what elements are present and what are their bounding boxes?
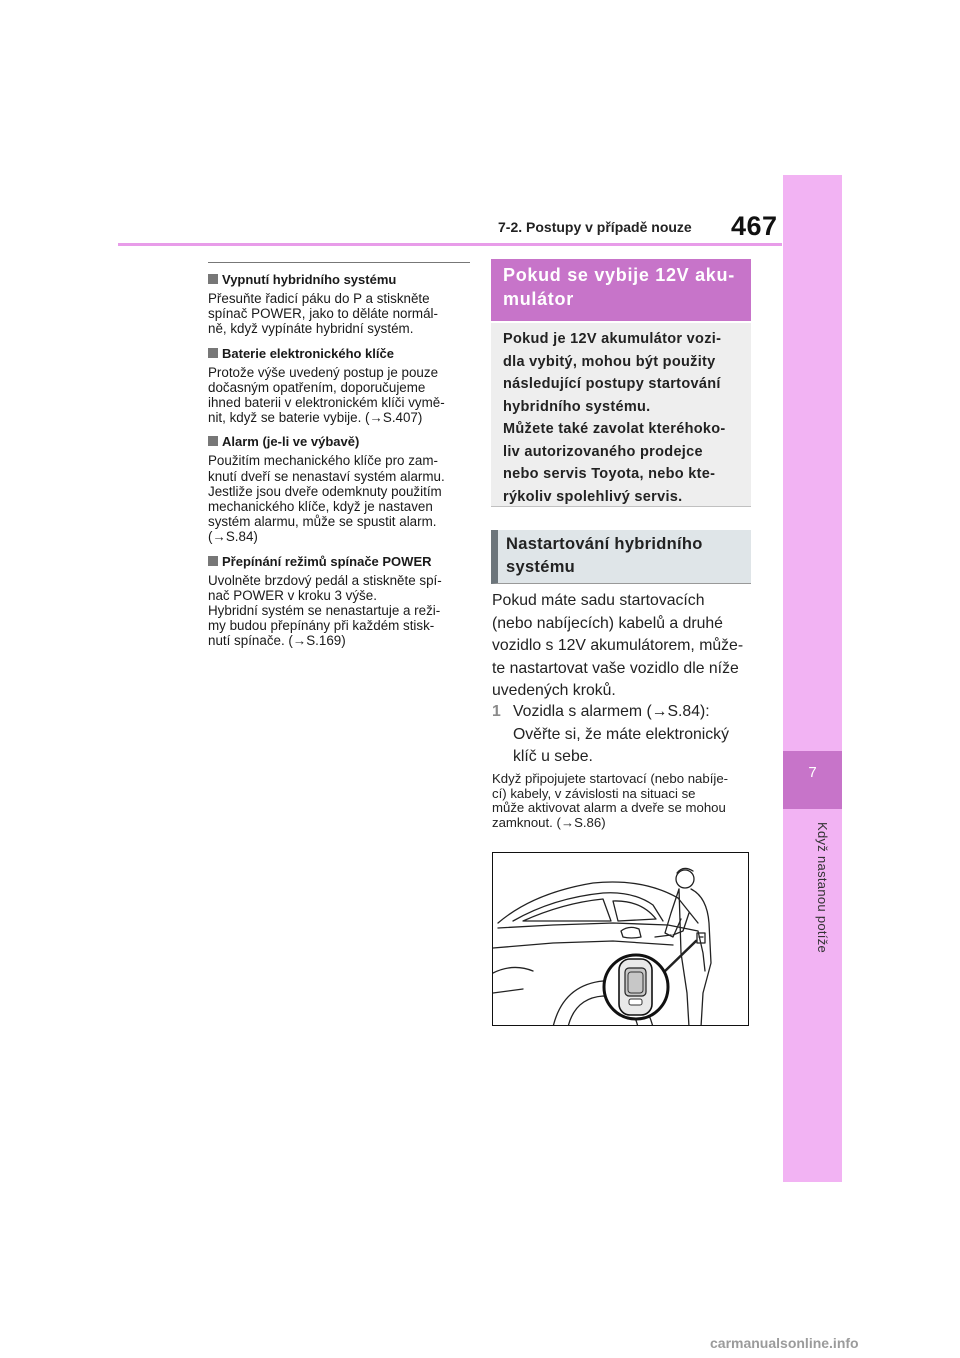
subsection-heading: Vypnutí hybridního systému <box>208 272 470 288</box>
left-column <box>208 262 470 649</box>
step-number: 1 <box>492 703 501 720</box>
watermark-text: carmanualsonline.info <box>710 1335 859 1351</box>
step-1 <box>492 701 754 769</box>
subsection-body: Uvolněte brzdový pedál a stiskněte spí- nač POWER v kroku 3 výše. Hybridní systém se nenastartuje a reži- my budou přepínány při každém stisk- nutí spínače. (→S.169) <box>208 572 442 649</box>
step-text: Vozidla s alarmem (→S.84): Ověřte si, že máte elektronický klíč u sebe. <box>513 703 729 765</box>
header-section-title: 7-2. Postupy v případě nouze <box>498 219 692 235</box>
square-bullet-icon <box>208 348 218 358</box>
subsection-body: Přesuňte řadicí páku do P a stiskněte spínač POWER, jako to děláte normál- ně, když vypínáte hybridní systém. <box>208 291 438 337</box>
section-banner: Pokud se vybije 12V aku- mulátor <box>491 259 751 321</box>
square-bullet-icon <box>208 436 218 446</box>
chapter-title: Když nastanou potíže <box>815 822 830 954</box>
subsection-heading: Baterie elektronického klíče <box>208 346 470 362</box>
subsection-key-battery <box>208 346 470 426</box>
subsection-heading: Přepínání režimů spínače POWER <box>208 554 470 570</box>
intro-paragraph: Pokud máte sadu startovacích (nebo nabíjecích) kabelů a druhé vozidlo s 12V akumulátorem, může- te nastartovat vaše vozidlo dle níže uvedených kroků. <box>492 592 744 699</box>
page-number: 467 <box>731 211 778 241</box>
chapter-side-tab <box>783 175 842 1182</box>
alarm-note: Když připojujete startovací (nebo nabíje- cí) kabely, v závislosti na situaci se může aktivovat alarm a dveře se mohou zamknout. (→S.86) <box>492 771 729 831</box>
subsection-body: Použitím mechanického klíče pro zam- knutí dveří se nenastaví systém alarmu. Jestliže jsou dveře odemknuty použitím mechanického klíče, když je nastaven systém alarmu, může se spustit alarm. (→S.84) <box>208 453 445 545</box>
subsection-heading: Alarm (je-li ve výbavě) <box>208 434 470 450</box>
subsection-power-modes <box>208 554 470 649</box>
left-column-rule <box>208 262 470 263</box>
subsection-hybrid-off <box>208 272 470 337</box>
intro-note-box: Pokud je 12V akumulátor vozi- dla vybitý, mohou být použity následující postupy startování hybridního systému. Můžete také zavolat kteréhoko- liv autorizovaného prodejce nebo servis Toyota, nebo kte- rýkoliv spolehlivý servis. <box>491 323 751 507</box>
header-rule <box>118 243 782 246</box>
square-bullet-icon <box>208 556 218 566</box>
car-with-person-image <box>493 853 749 1026</box>
subsection-body: Protože výše uvedený postup je pouze dočasným opatřením, doporučujeme ihned baterii v elektronickém klíči vymě- nit, když se baterie vybije. (→S.407) <box>208 364 445 426</box>
square-bullet-icon <box>208 274 218 284</box>
chapter-number: 7 <box>808 764 817 781</box>
subsection-alarm <box>208 434 470 544</box>
section-heading: Nastartování hybridního systému <box>491 530 751 584</box>
car-key-illustration <box>492 852 749 1026</box>
